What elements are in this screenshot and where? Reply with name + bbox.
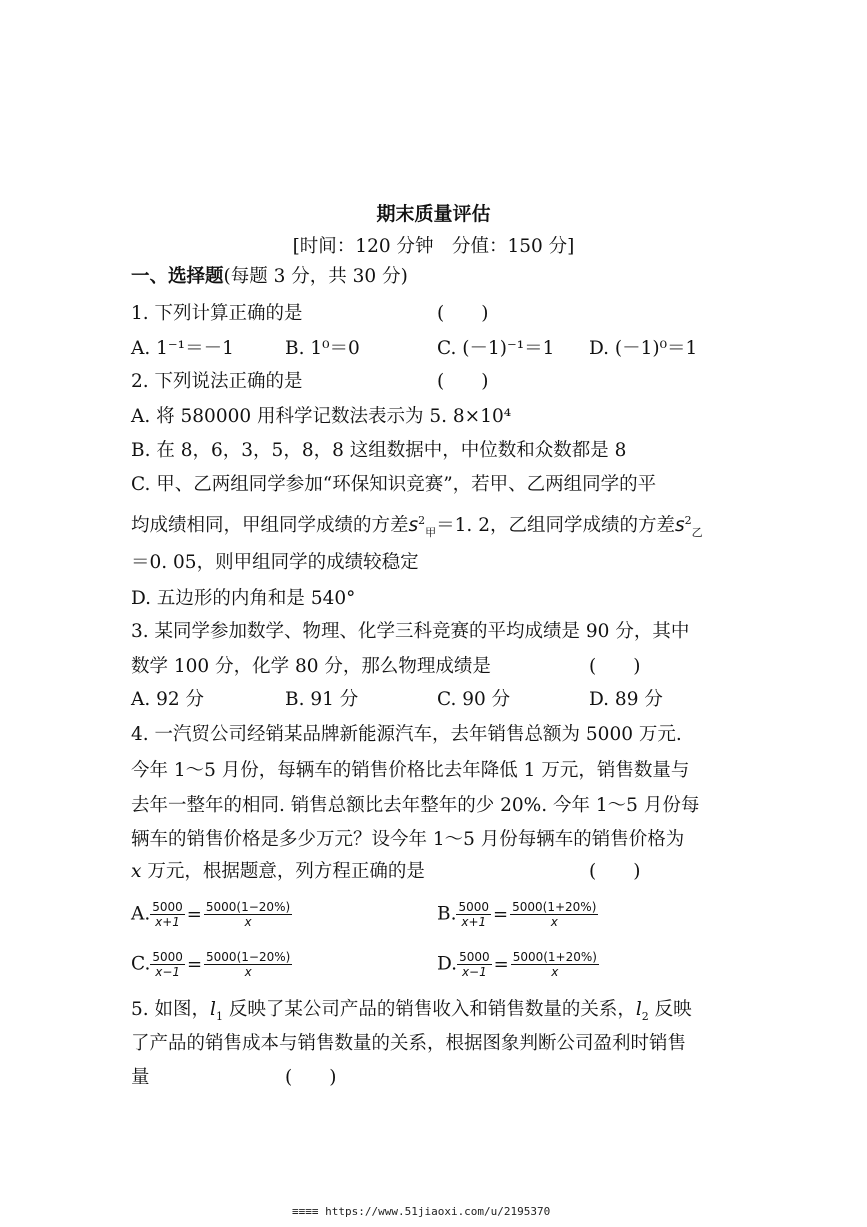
q4-line4: 辆车的销售价格是多少万元？设今年 1～5 月份每辆车的销售价格为: [131, 829, 685, 850]
fraction: [204, 900, 292, 929]
section-label: 一、选择题: [131, 266, 224, 287]
fraction: [150, 900, 185, 929]
numerator: 5000(1+20%): [512, 900, 597, 914]
fraction: [150, 950, 185, 979]
q1-option-c: C. (－1)⁻¹＝1: [437, 338, 555, 359]
numerator: 5000(1−20%): [206, 950, 291, 964]
denominator: x−1: [155, 965, 181, 979]
denominator: x+1: [461, 915, 487, 929]
q2-option-b: B. 在 8，6，3，5，8，8 这组数据中，中位数和众数都是 8: [131, 440, 627, 461]
variable-x: x: [131, 861, 142, 882]
q3-option-b: B. 91 分: [285, 689, 359, 710]
line-symbol: l: [210, 999, 216, 1020]
q2-stem: 2. 下列说法正确的是: [131, 371, 303, 392]
denominator: x+1: [155, 915, 180, 929]
numerator: 5000: [152, 950, 183, 964]
q5-l1-mid: 反映了某公司产品的销售收入和销售数量的关系，: [222, 999, 636, 1020]
equals-sign: =: [186, 953, 203, 975]
denominator: x: [244, 965, 252, 979]
numerator: 5000: [459, 950, 490, 964]
superscript: 2: [418, 514, 426, 527]
equals-sign: =: [493, 903, 509, 925]
equals-sign: =: [493, 953, 509, 975]
superscript: 2: [684, 514, 692, 527]
q2-option-a: A. 将 580000 用科学记数法表示为 5. 8×10⁴: [131, 406, 512, 427]
denominator: x: [244, 915, 252, 929]
page-title: 期末质量评估: [376, 203, 491, 225]
option-label: B.: [437, 903, 457, 925]
q3-option-a: A. 92 分: [131, 689, 205, 710]
section-note: (每题 3 分，共 30 分): [223, 266, 408, 287]
q1-option-a: A. 1⁻¹＝－1: [131, 338, 234, 359]
q1-answer-paren: ( ): [437, 303, 489, 324]
q5-answer-paren: ( ): [285, 1067, 337, 1088]
equals-sign: =: [186, 903, 202, 925]
fraction: [204, 950, 292, 979]
subscript: 乙: [691, 526, 703, 539]
variance-symbol: s: [674, 515, 685, 536]
q5-l1-pre: 5. 如图，: [131, 999, 211, 1020]
q5-l1-post: 反映: [648, 999, 692, 1020]
q4-line5-text: 万元，根据题意，列方程正确的是: [141, 861, 425, 882]
numerator: 5000(1−20%): [205, 900, 291, 914]
denominator: x: [550, 915, 558, 929]
q5-line3: 量: [131, 1067, 150, 1088]
q1-option-b: B. 1⁰＝0: [285, 338, 360, 359]
q2-c2-text: 均成绩相同，甲组同学成绩的方差: [131, 515, 409, 536]
q1-stem: 1. 下列计算正确的是: [131, 303, 303, 324]
q4-line3: 去年一整年的相同. 销售总额比去年整年的少 20%. 今年 1～5 月份每: [131, 795, 700, 816]
q4-line1: 4. 一汽贸公司经销某品牌新能源汽车，去年销售总额为 5000 万元.: [131, 724, 682, 745]
option-label: C.: [131, 953, 151, 975]
q2-option-c-line2: [131, 509, 703, 545]
q3-option-d: D. 89 分: [589, 689, 663, 710]
numerator: 5000: [458, 900, 490, 914]
q3-line2: 数学 100 分，化学 80 分，那么物理成绩是: [131, 656, 491, 677]
fraction: [457, 950, 492, 979]
line-symbol: l: [635, 999, 642, 1020]
q2-c2-mid: ＝1. 2，乙组同学成绩的方差: [436, 515, 675, 536]
q3-answer-paren: ( ): [589, 656, 641, 677]
q1-option-d: D. (－1)⁰＝1: [589, 338, 698, 359]
subscript: 1: [215, 1010, 223, 1023]
fraction: [510, 900, 598, 929]
denominator: x: [551, 965, 559, 979]
q4-line2: 今年 1～5 月份，每辆车的销售价格比去年降低 1 万元，销售数量与: [131, 760, 690, 781]
q2-option-c-line1: C. 甲、乙两组同学参加“环保知识竞赛”，若甲、乙两组同学的平: [131, 474, 657, 495]
denominator: x−1: [461, 965, 487, 979]
q4-option-a: [131, 900, 292, 929]
fraction: [511, 950, 599, 979]
fraction: [456, 900, 491, 929]
q4-option-d: [437, 950, 599, 979]
q4-answer-paren: ( ): [589, 861, 641, 882]
q2-answer-paren: ( ): [437, 371, 489, 392]
numerator: 5000(1+20%): [512, 950, 597, 964]
option-label: D.: [437, 953, 458, 975]
q3-line1: 3. 某同学参加数学、物理、化学三科竞赛的平均成绩是 90 分，其中: [131, 621, 690, 642]
q5-line1: [131, 998, 692, 1029]
q4-option-c: [131, 950, 292, 979]
subscript: 甲: [425, 526, 437, 539]
q2-option-d: D. 五边形的内角和是 540°: [131, 588, 356, 609]
numerator: 5000: [152, 900, 183, 914]
variance-symbol: s: [408, 515, 419, 536]
option-label: A.: [131, 903, 151, 925]
q4-line5: [131, 860, 425, 884]
q2-option-c-line3: ＝0. 05，则甲组同学的成绩较稳定: [131, 552, 419, 573]
exam-meta: [时间：120 分钟 分值：150 分]: [292, 236, 575, 257]
q3-option-c: C. 90 分: [437, 689, 511, 710]
q5-line2: 了产品的销售成本与销售数量的关系，根据图象判断公司盈利时销售: [131, 1033, 687, 1054]
subscript: 2: [641, 1010, 649, 1023]
source-url-footer: ≡≡≡≡ https://www.51jiaoxi.com/u/2195370: [292, 1205, 551, 1218]
section-heading: [131, 265, 408, 289]
q4-option-b: [437, 900, 598, 929]
